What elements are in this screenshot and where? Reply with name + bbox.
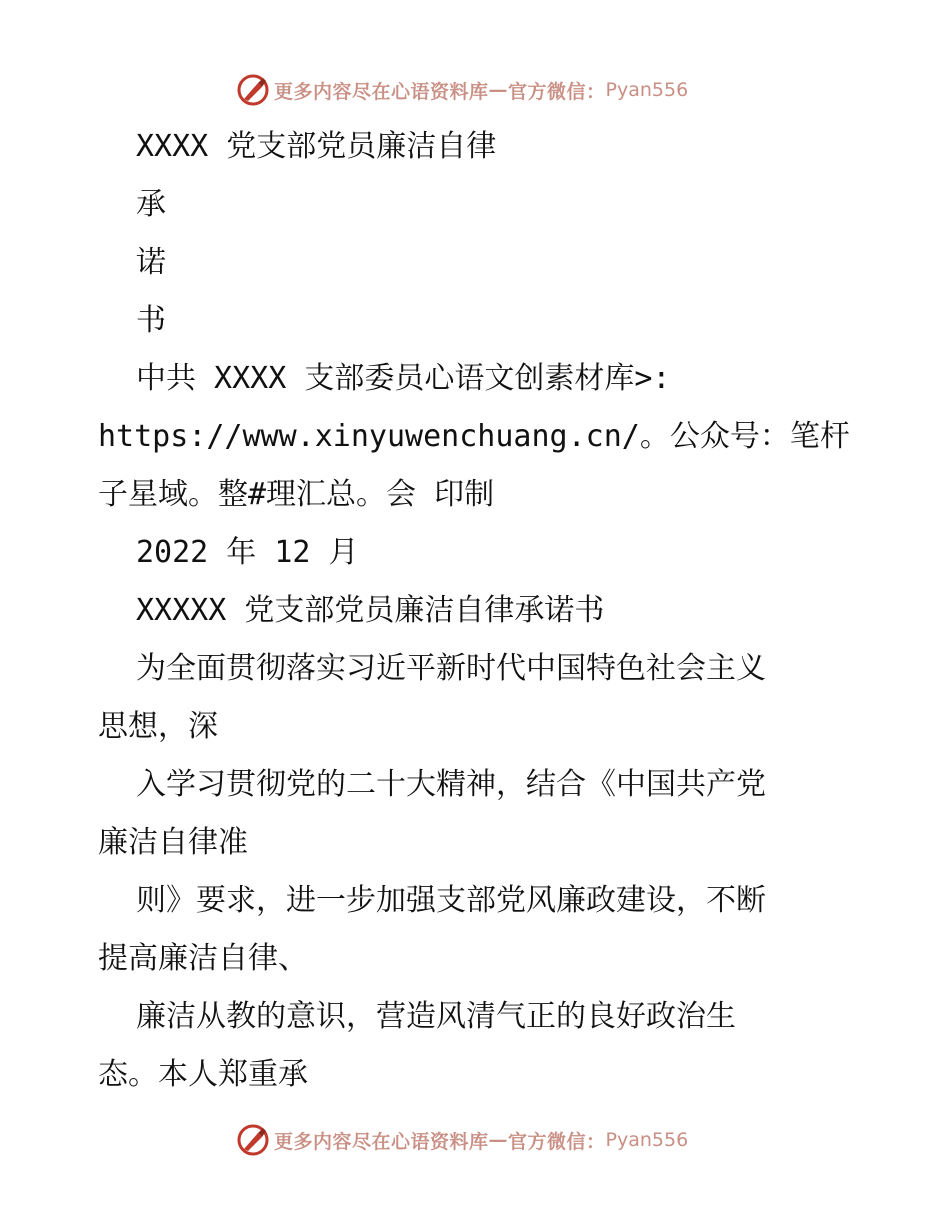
document-line: 廉洁从教的意识，营造风清气正的良好政治生 (136, 999, 736, 1034)
watermark-handle: Pyan556 (605, 79, 689, 101)
watermark-dash: — (488, 79, 509, 101)
document-line: 中共 XXXX 支部委员心语文创素材库>: (136, 361, 671, 396)
document-line: 则》要求，进一步加强支部党风廉政建设，不断 (136, 883, 766, 918)
document-line: https://www.xinyuwenchuang.cn/。公众号：笔杆 (98, 419, 850, 454)
document-line: 承 (136, 187, 166, 222)
document-line: 2022 年 12 月 (136, 535, 359, 570)
document-line: 廉洁自律准 (98, 825, 248, 860)
document-line: 入学习贯彻党的二十大精神，结合《中国共产党 (136, 767, 766, 802)
document-body (98, 118, 858, 1104)
document-line: 子星域。整#理汇总。会 印制 (98, 477, 495, 512)
watermark-official: 官方微信： (508, 1130, 606, 1153)
document-line: 态。本人郑重承 (98, 1057, 308, 1092)
watermark-text: 更多内容尽在心语资料库 (274, 80, 489, 103)
document-line: 思想，深 (98, 709, 218, 744)
watermark-dash: — (488, 1129, 509, 1151)
watermark-text: 更多内容尽在心语资料库 (274, 1130, 489, 1153)
watermark-banner-bottom (236, 1122, 756, 1158)
watermark-handle: Pyan556 (605, 1129, 689, 1151)
document-line: 诺 (136, 245, 166, 280)
watermark-official: 官方微信： (508, 80, 606, 103)
document-line: XXXXX 党支部党员廉洁自律承诺书 (136, 593, 605, 628)
watermark-banner-top (236, 72, 756, 108)
pen-logo-icon (236, 1123, 270, 1157)
document-line: 为全面贯彻落实习近平新时代中国特色社会主义 (136, 651, 766, 686)
document-line: XXXX 党支部党员廉洁自律 (136, 129, 497, 164)
document-line: 书 (136, 303, 166, 338)
document-line: 提高廉洁自律、 (98, 941, 308, 976)
pen-logo-icon (236, 73, 270, 107)
